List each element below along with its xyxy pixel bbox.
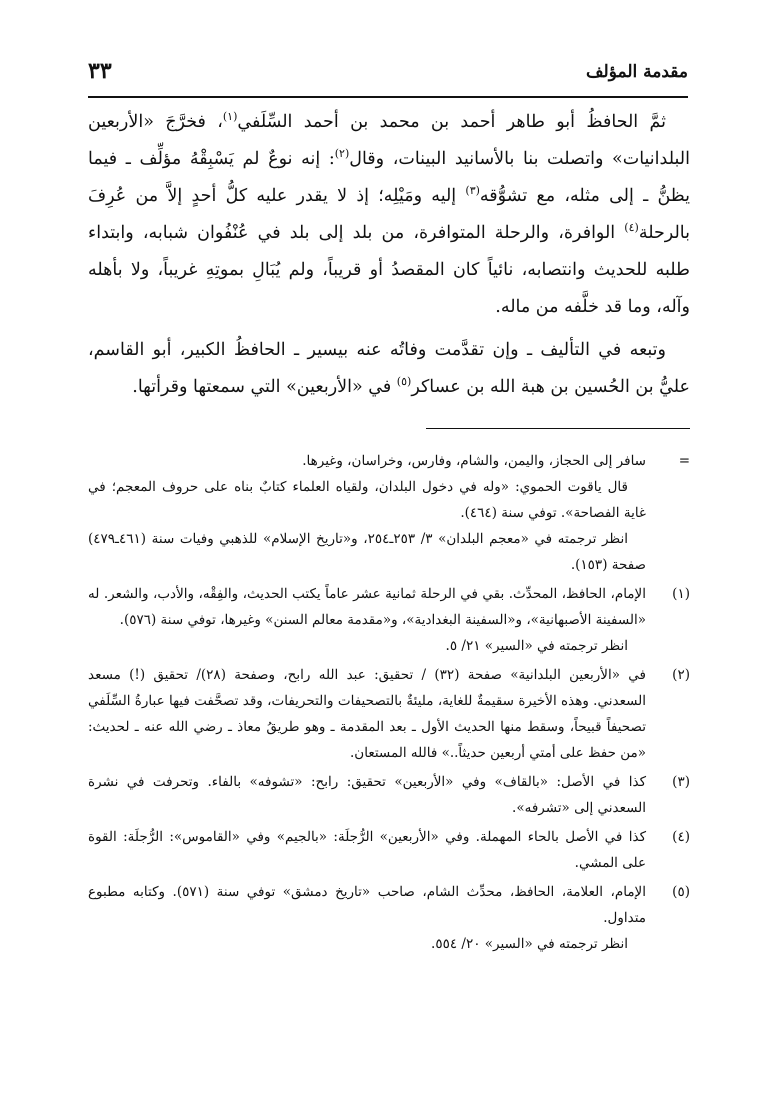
footnote-line: انظر ترجمته في «السير» ٢٠/ ٥٥٤. (431, 936, 628, 952)
footnote-2 (88, 662, 690, 766)
text-run: في «الأربعين» التي سمعتها وقرأتها. (132, 377, 397, 397)
footnote-4 (88, 824, 690, 876)
footnote-line: كذا في الأصل بالحاء المهملة. وفي «الأربعين» الرُّجلَة: «بالجيم» وفي «القاموس»: الرُّجلَة: القوة على المشي. (88, 829, 646, 871)
footnote-line: قال ياقوت الحموي: «وله في دخول البلدان، ولقياه العلماء كتابٌ بناه على حروف المعجم؛ في غاية الفصاحة». توفي سنة (٤٦٤). (88, 479, 646, 521)
footnote-continuation (88, 448, 690, 578)
footnote-ref-4[interactable]: (٤) (624, 221, 639, 235)
text-run: إليه ومَيْلِه؛ إذ لا يقدر عليه كلُّ أحدٍ إلاَّ من عُرِفَ بالرحلة (88, 186, 690, 243)
footnote-line: سافر إلى الحجاز، واليمن، والشام، وفارس، وخراسان، وغيرها. (302, 453, 646, 469)
footnote-ref-3[interactable]: (٣) (465, 184, 480, 198)
footnote-marker: (٢) (672, 667, 690, 683)
footnote-marker: (١) (672, 586, 690, 602)
text-run: ثمَّ الحافظُ أبو طاهر أحمد بن محمد بن أحمد السِّلَفي (237, 112, 666, 132)
footnote-ref-2[interactable]: (٢) (334, 147, 350, 161)
footnote-marker: (٥) (672, 884, 690, 900)
running-header (88, 56, 688, 98)
footnotes (88, 448, 690, 960)
footnote-ref-1[interactable]: (١) (222, 110, 238, 124)
footnote-1 (88, 581, 690, 659)
paragraph-2 (88, 332, 690, 406)
text-run: : إنه نوعٌ لم يَسْبِقْهُ مؤلِّف ـ فيما يظنُّ ـ إلى مثله، مع تشوُّقه (88, 149, 690, 206)
text-run: ، فخرَّجَ «الأربعين البلدانيات» واتصلت بنا بالأسانيد البينات، وقال (88, 112, 690, 169)
footnote-line: في «الأربعين البلدانية» صفحة (٣٢) / تحقيق: عبد الله رابح، وصفحة (٢٨)/ تحقيق (!) مسعد السعدني. وهذه الأخيرة سقيمةٌ للغاية، مليئةٌ بالتصحيفات والتحريفات، وقد تصحَّفت فيها عبارةُ السِّلَفي تصحيفاً قبيحاً، وسقط منها الحديث الأول ـ بعد المقدمة ـ وهو طريقُ معاذ ـ رضي الله عنه ـ لحديث: «من حفظ على أمتي أربعين حديثاً..» فالله المستعان. (88, 667, 647, 761)
footnote-marker: (٣) (672, 774, 690, 790)
footnote-divider (426, 428, 690, 429)
main-text (88, 104, 690, 406)
paragraph-1 (88, 104, 690, 326)
footnote-line: انظر ترجمته في «السير» ٢١/ ٥. (445, 638, 628, 654)
page-number: ٣٣ (88, 58, 112, 84)
footnote-line: كذا في الأصل: «بالقاف» وفي «الأربعين» تحقيق: رابح: «تشوفه» بالفاء. وتحرفت في نشرة السعدني إلى «تشرفه». (88, 774, 646, 816)
footnote-line: انظر ترجمته في «معجم البلدان» ٣/ ٢٥٣ـ٢٥٤، و«تاريخ الإسلام» للذهبي وفيات سنة (٤٦١ـ٤٧٩) صفحة (١٥٣). (88, 531, 646, 573)
text-run: الوافرة، والرحلة المتوافرة، من بلد إلى بلد في عُنْفُوان شبابه، وابتداء طلبه للحديث وانتصابه، نائياً كان المقصدُ أو قريباً، ولم يُبَالِ بموتِهِ غريباً، ولا بأهله وآله، وما قد خلَّفه من ماله. (88, 223, 690, 317)
footnote-5 (88, 879, 690, 957)
text-run: وتبعه في التأليف ـ وإن تقدَّمت وفاتُه عنه بيسير ـ الحافظُ الكبير، أبو القاسم، عليُّ بن الحُسين بن هبة الله بن عساكر (88, 340, 690, 397)
chapter-title: مقدمة المؤلف (585, 62, 688, 82)
footnote-marker: (٤) (672, 829, 690, 845)
footnote-marker: = (678, 453, 690, 469)
footnote-ref-5[interactable]: (٥) (396, 375, 412, 389)
footnote-line: الإمام، العلامة، الحافظ، محدِّث الشام، صاحب «تاريخ دمشق» توفي سنة (٥٧١). وكتابه مطبوع متداول. (88, 884, 646, 926)
footnote-line: الإمام، الحافظ، المحدِّث. بقي في الرحلة ثمانية عشر عاماً يكتب الحديث، والفِقْه، والأدب، والشعر. له «السفينة الأصبهانية»، و«السفينة البغدادية»، و«مقدمة معالم السنن» وغيرها، توفي سنة (٥٧٦). (88, 586, 646, 628)
footnote-3 (88, 769, 690, 821)
